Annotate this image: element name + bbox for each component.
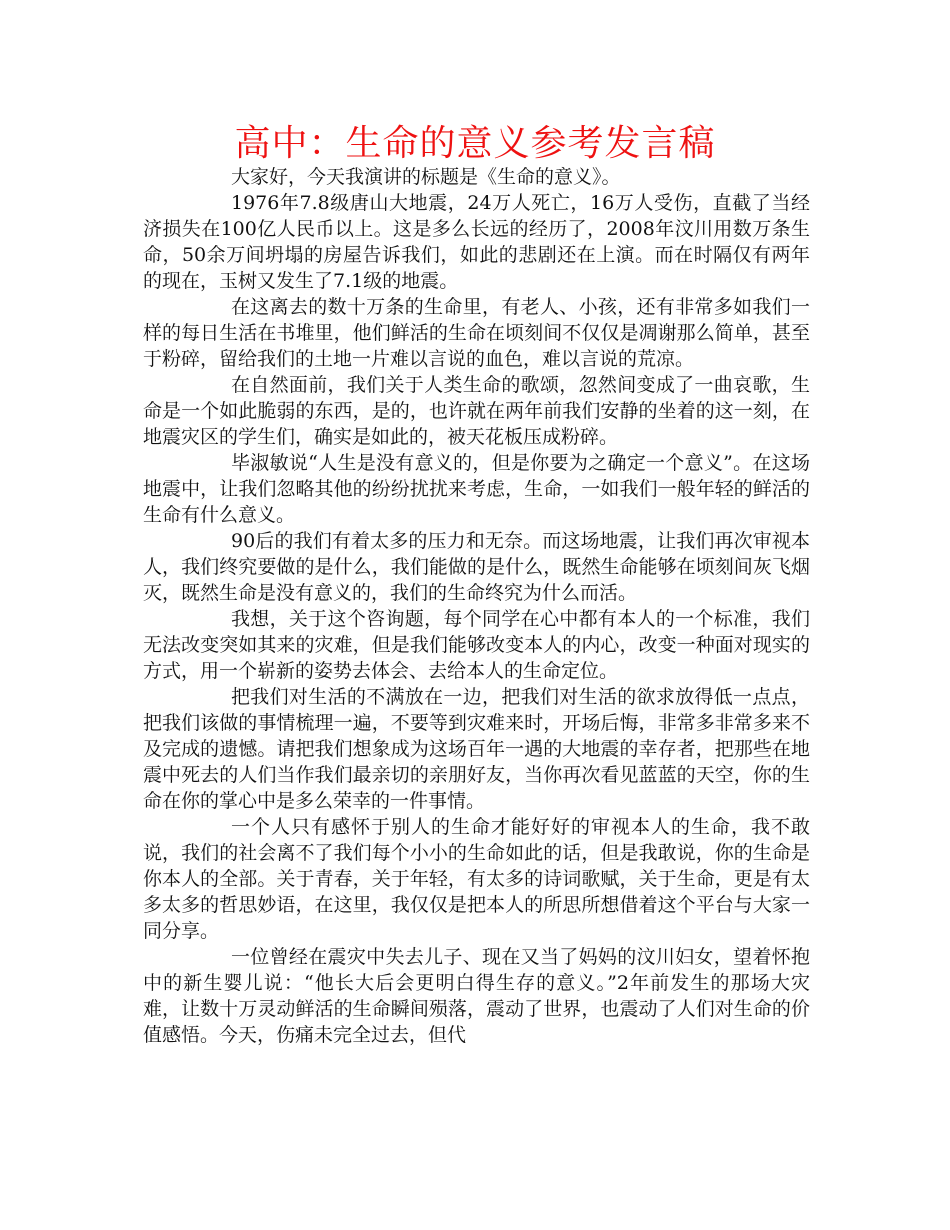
- paragraph: 一位曾经在震灾中失去儿子、现在又当了妈妈的汶川妇女，望着怀抱中的新生婴儿说：“他长大后会更明白得生存的意义。”2年前发生的那场大灾难，让数十万灵动鲜活的生命瞬间殒落，震动了世界，也震动了人们对生命的价值感悟。今天，伤痛未完全过去，但代: [143, 946, 810, 1046]
- paragraph: 一个人只有感怀于别人的生命才能好好的审视本人的生命，我不敢说，我们的社会离不了我们每个小小的生命如此的话，但是我敢说，你的生命是你本人的全部。关于青春，关于年轻，有太多的诗词歌赋，关于生命，更是有太多太多的哲思妙语，在这里，我仅仅是把本人的所思所想借着这个平台与大家一同分享。: [143, 816, 810, 942]
- document-body: [143, 164, 810, 1048]
- paragraph: 90后的我们有着太多的压力和无奈。而这场地震，让我们再次审视本人，我们终究要做的是什么，我们能做的是什么，既然生命能够在顷刻间灰飞烟灭，既然生命是没有意义的，我们的生命终究为什么而活。: [143, 530, 810, 604]
- document-title: 高中：生命的意义参考发言稿: [234, 123, 716, 164]
- paragraph: 1976年7.8级唐山大地震，24万人死亡，16万人受伤，直截了当经济损失在100亿人民币以上。这是多么长远的经历了，2008年汶川用数万条生命，50余万间坍塌的房屋告诉我们，如此的悲剧还在上演。而在时隔仅有两年的现在，玉树又发生了7.1级的地震。: [143, 192, 810, 292]
- paragraph: 大家好，今天我演讲的标题是《生命的意义》。: [231, 166, 621, 188]
- paragraph: 在这离去的数十万条的生命里，有老人、小孩，还有非常多如我们一样的每日生活在书堆里，他们鲜活的生命在顷刻间不仅仅是凋谢那么简单，甚至于粉碎，留给我们的土地一片难以言说的血色，难以言说的荒凉。: [143, 296, 810, 370]
- paragraph: 把我们对生活的不满放在一边，把我们对生活的欲求放得低一点点，把我们该做的事情梳理一遍，不要等到灾难来时，开场后悔，非常多非常多来不及完成的遗憾。请把我们想象成为这场百年一遇的大地震的幸存者，把那些在地震中死去的人们当作我们最亲切的亲朋好友，当你再次看见蓝蓝的天空，你的生命在你的掌心中是多么荣幸的一件事情。: [143, 686, 810, 812]
- paragraph: 我想，关于这个咨询题，每个同学在心中都有本人的一个标准，我们无法改变突如其来的灾难，但是我们能够改变本人的内心，改变一种面对现实的方式，用一个崭新的姿势去体会、去给本人的生命定位。: [143, 608, 810, 682]
- paragraph: 毕淑敏说“人生是没有意义的，但是你要为之确定一个意义”。在这场地震中，让我们忽略其他的纷纷扰扰来考虑，生命，一如我们一般年轻的鲜活的生命有什么意义。: [143, 452, 810, 526]
- paragraph: 在自然面前，我们关于人类生命的歌颂，忽然间变成了一曲哀歌，生命是一个如此脆弱的东西，是的，也许就在两年前我们安静的坐着的这一刻，在地震灾区的学生们，确实是如此的，被天花板压成粉碎。: [143, 374, 810, 448]
